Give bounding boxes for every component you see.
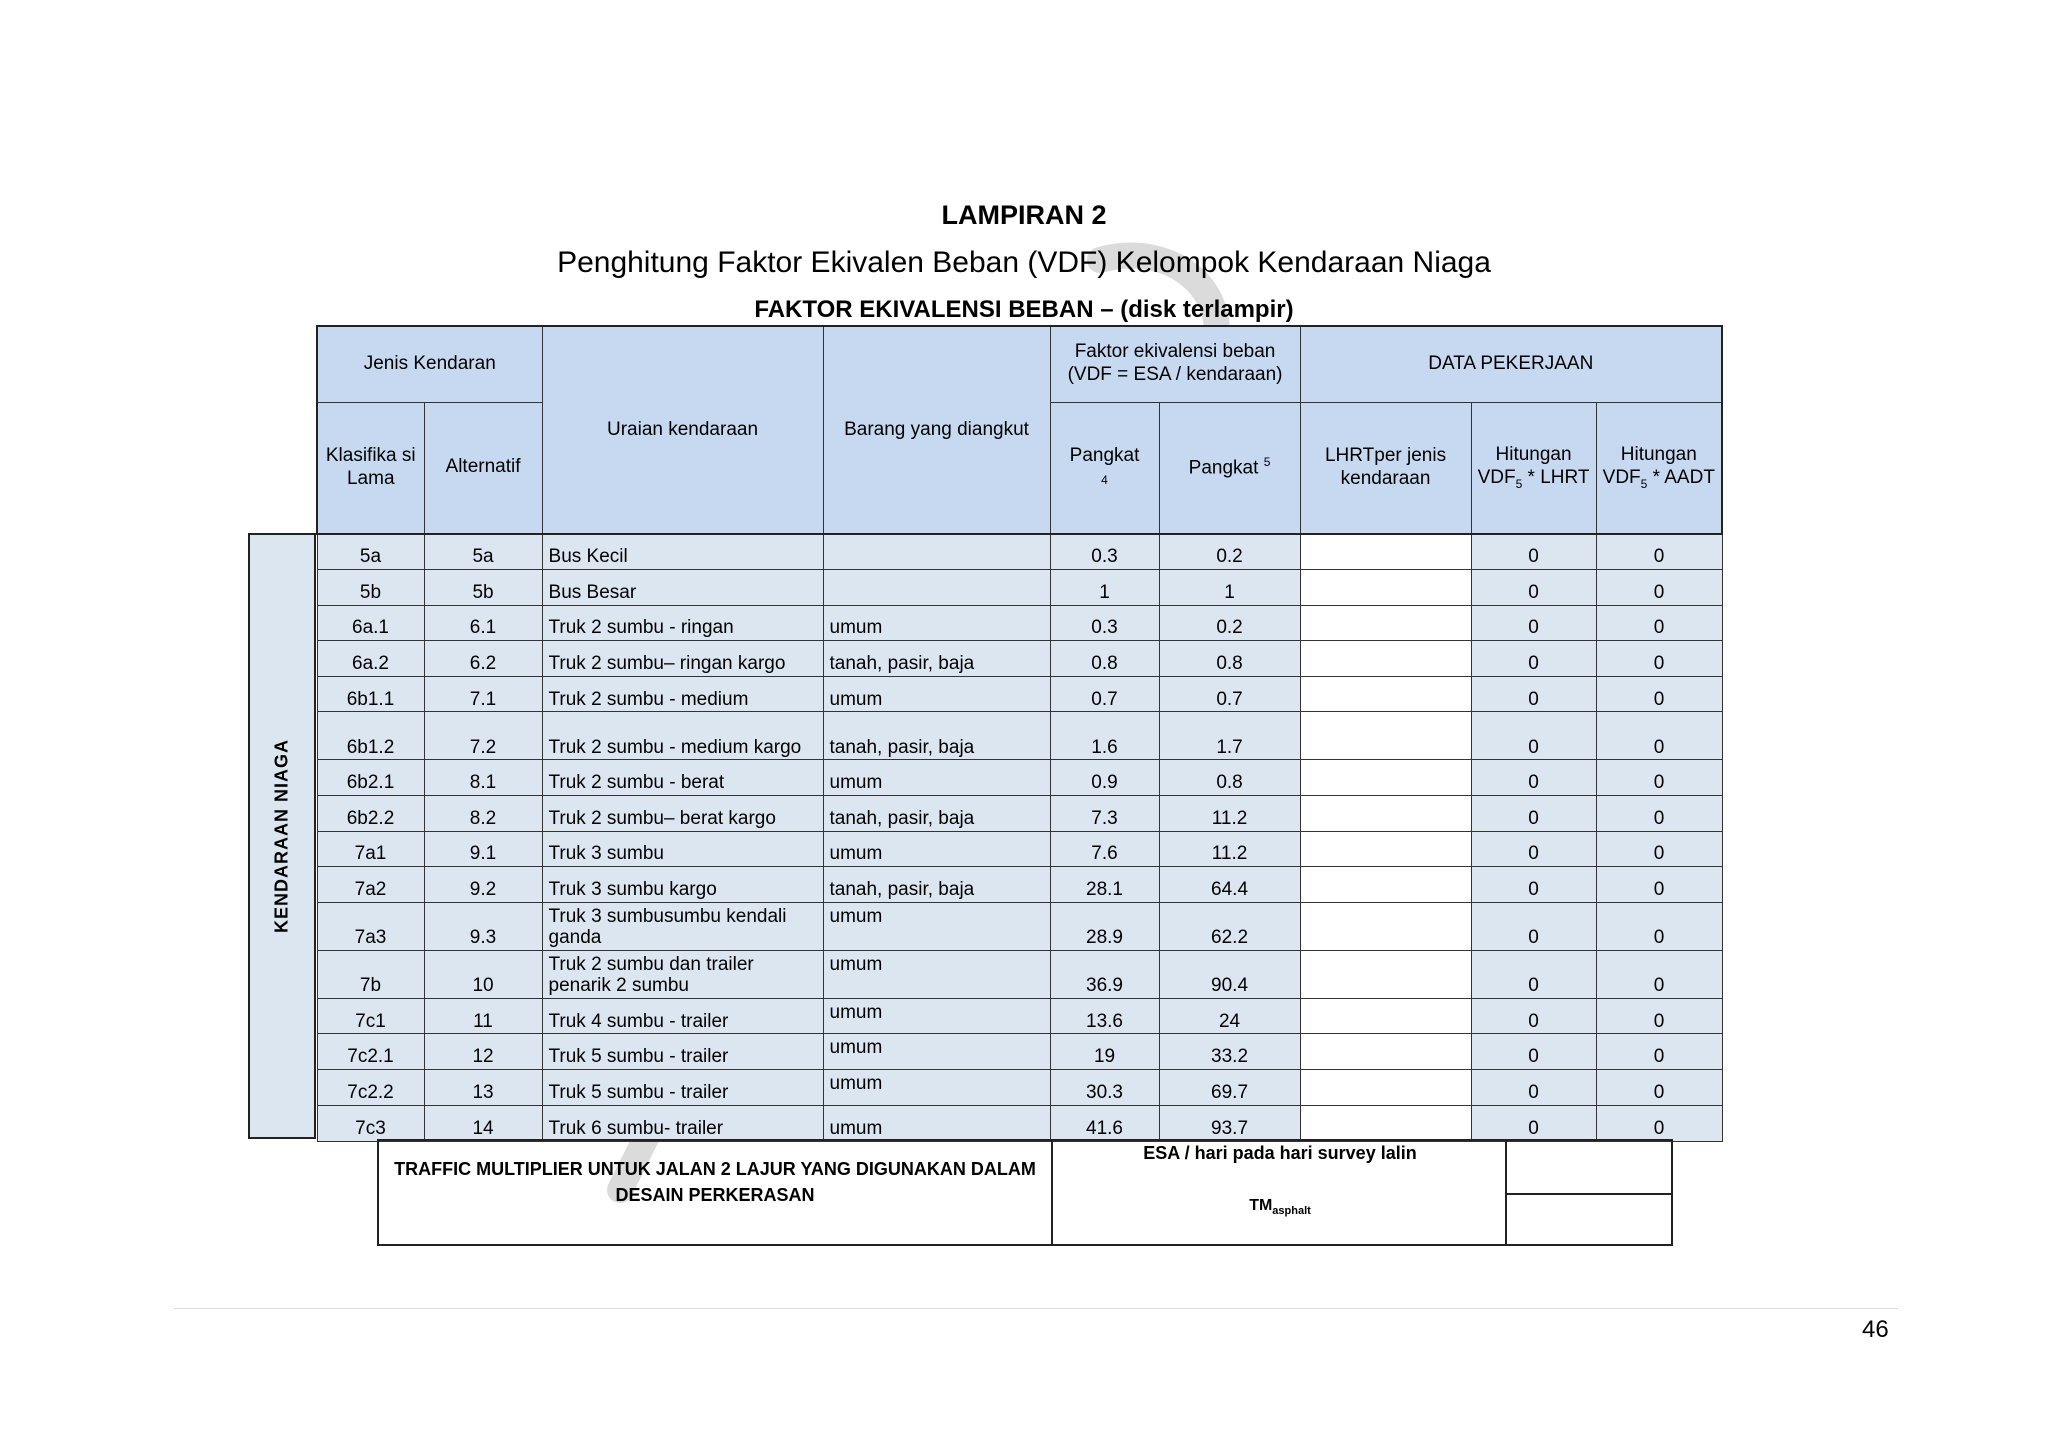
cell-pangkat5: 93.7 [1159, 1105, 1300, 1141]
header-hitungan-aadt [1596, 402, 1722, 534]
header-hitungan-lhrt-a: Hitungan VDF [1477, 444, 1572, 489]
cell-alternatif: 6.1 [424, 605, 542, 641]
cell-hitungan-lhrt: 0 [1471, 534, 1596, 570]
header-pangkat5-label: Pangkat [1188, 457, 1259, 479]
cell-pangkat4: 13.6 [1050, 998, 1159, 1034]
cell-alternatif: 12 [424, 1034, 542, 1070]
cell-pangkat4: 19 [1050, 1034, 1159, 1070]
cell-hitungan-lhrt: 0 [1471, 796, 1596, 832]
cell-pangkat5: 1 [1159, 570, 1300, 606]
cell-lhrt-input[interactable] [1300, 998, 1471, 1034]
cell-hitungan-aadt: 0 [1596, 1070, 1722, 1106]
table-row [317, 867, 1722, 903]
table-row [317, 676, 1722, 712]
header-uraian: Uraian kendaraan [542, 326, 823, 534]
cell-uraian: Truk 5 sumbu - trailer [542, 1034, 823, 1070]
cell-alternatif: 14 [424, 1105, 542, 1141]
cell-alternatif: 5a [424, 534, 542, 570]
cell-alternatif: 8.1 [424, 760, 542, 796]
cell-pangkat4: 1.6 [1050, 712, 1159, 760]
table-row [317, 1070, 1722, 1106]
cell-barang: umum [823, 831, 1050, 867]
cell-pangkat5: 0.2 [1159, 605, 1300, 641]
table-row [317, 998, 1722, 1034]
cell-lhrt-input[interactable] [1300, 831, 1471, 867]
cell-hitungan-lhrt: 0 [1471, 998, 1596, 1034]
cell-klasifikasi-lama: 7c2.2 [317, 1070, 424, 1106]
table-body [317, 534, 1722, 1141]
header-hitungan-lhrt-sub: 5 [1515, 476, 1523, 491]
header-pangkat4-label: Pangkat [1069, 444, 1140, 466]
cell-pangkat5: 0.2 [1159, 534, 1300, 570]
cell-barang: umum [823, 1070, 1050, 1106]
cell-uraian: Truk 3 sumbu kargo [542, 867, 823, 903]
cell-pangkat4: 0.9 [1050, 760, 1159, 796]
header-hitungan-aadt-sub: 5 [1640, 476, 1648, 491]
cell-pangkat4: 0.8 [1050, 641, 1159, 677]
cell-barang: umum [823, 1105, 1050, 1141]
esa-tm-labels [1055, 1141, 1507, 1244]
table-row [317, 712, 1722, 760]
cell-uraian: Bus Kecil [542, 534, 823, 570]
page-subtitle: Penghitung Faktor Ekivalen Beban (VDF) Kelompok Kendaraan Niaga [557, 246, 1491, 279]
cell-lhrt-input[interactable] [1300, 1034, 1471, 1070]
table-row [317, 1034, 1722, 1070]
cell-alternatif: 6.2 [424, 641, 542, 677]
cell-barang: umum [823, 902, 1050, 950]
esa-value-cell[interactable] [1507, 1141, 1671, 1195]
cell-hitungan-aadt: 0 [1596, 1034, 1722, 1070]
cell-uraian: Truk 2 sumbu - medium kargo [542, 712, 823, 760]
cell-alternatif: 7.2 [424, 712, 542, 760]
page-heading: LAMPIRAN 2 [941, 200, 1107, 230]
header-hitungan-lhrt [1471, 402, 1596, 534]
cell-klasifikasi-lama: 6b2.1 [317, 760, 424, 796]
cell-pangkat4: 30.3 [1050, 1070, 1159, 1106]
header-barang: Barang yang diangkut [823, 326, 1050, 534]
cell-barang [823, 570, 1050, 606]
header-pangkat4 [1050, 402, 1159, 534]
footer-rule [174, 1308, 1898, 1309]
page-number: 46 [1862, 1316, 1889, 1343]
header-data-pekerjaan: DATA PEKERJAAN [1300, 326, 1722, 402]
tm-label-text: TM [1249, 1197, 1273, 1214]
header-hitungan-lhrt-b: * LHRT [1522, 467, 1590, 489]
cell-klasifikasi-lama: 7c2.1 [317, 1034, 424, 1070]
cell-uraian: Truk 2 sumbu - berat [542, 760, 823, 796]
cell-alternatif: 8.2 [424, 796, 542, 832]
esa-label: ESA / hari pada hari survey lalin [1143, 1143, 1417, 1163]
cell-lhrt-input[interactable] [1300, 534, 1471, 570]
cell-pangkat4: 28.9 [1050, 902, 1159, 950]
cell-pangkat4: 0.3 [1050, 605, 1159, 641]
cell-hitungan-lhrt: 0 [1471, 570, 1596, 606]
cell-hitungan-aadt: 0 [1596, 796, 1722, 832]
cell-alternatif: 9.3 [424, 902, 542, 950]
cell-klasifikasi-lama: 7b [317, 950, 424, 998]
header-klasifikasi: Klasifika si Lama [317, 402, 424, 534]
cell-hitungan-aadt: 0 [1596, 998, 1722, 1034]
cell-alternatif: 11 [424, 998, 542, 1034]
cell-pangkat4: 28.1 [1050, 867, 1159, 903]
cell-barang: umum [823, 950, 1050, 998]
cell-pangkat5: 11.2 [1159, 831, 1300, 867]
cell-pangkat5: 1.7 [1159, 712, 1300, 760]
cell-hitungan-aadt: 0 [1596, 605, 1722, 641]
cell-barang: umum [823, 760, 1050, 796]
table-row [317, 605, 1722, 641]
cell-uraian: Bus Besar [542, 570, 823, 606]
cell-barang: tanah, pasir, baja [823, 867, 1050, 903]
cell-alternatif: 9.2 [424, 867, 542, 903]
cell-hitungan-lhrt: 0 [1471, 831, 1596, 867]
cell-hitungan-aadt: 0 [1596, 902, 1722, 950]
vdf-table [316, 325, 1723, 1142]
cell-uraian: Truk 6 sumbu- trailer [542, 1105, 823, 1141]
header-alternatif: Alternatif [424, 402, 542, 534]
cell-klasifikasi-lama: 7a3 [317, 902, 424, 950]
cell-pangkat4: 41.6 [1050, 1105, 1159, 1141]
tm-value-cell[interactable] [1507, 1195, 1671, 1244]
cell-klasifikasi-lama: 6b1.1 [317, 676, 424, 712]
cell-klasifikasi-lama: 7a2 [317, 867, 424, 903]
table-row [317, 570, 1722, 606]
cell-hitungan-lhrt: 0 [1471, 712, 1596, 760]
cell-lhrt-input[interactable] [1300, 796, 1471, 832]
cell-pangkat5: 0.8 [1159, 760, 1300, 796]
cell-uraian: Truk 3 sumbusumbu kendali ganda [542, 902, 823, 950]
cell-hitungan-aadt: 0 [1596, 760, 1722, 796]
header-hitungan-aadt-a: Hitungan VDF [1602, 444, 1697, 489]
cell-klasifikasi-lama: 6b1.2 [317, 712, 424, 760]
table-row [317, 831, 1722, 867]
cell-barang: umum [823, 676, 1050, 712]
table-row [317, 760, 1722, 796]
cell-alternatif: 13 [424, 1070, 542, 1106]
cell-hitungan-aadt: 0 [1596, 712, 1722, 760]
cell-hitungan-aadt: 0 [1596, 867, 1722, 903]
cell-lhrt-input[interactable] [1300, 676, 1471, 712]
cell-alternatif: 10 [424, 950, 542, 998]
header-faktor: Faktor ekivalensi beban (VDF = ESA / kendaraan) [1050, 326, 1300, 402]
cell-uraian: Truk 2 sumbu - medium [542, 676, 823, 712]
cell-hitungan-lhrt: 0 [1471, 641, 1596, 677]
side-label-box [248, 533, 316, 1139]
table-row [317, 902, 1722, 950]
cell-klasifikasi-lama: 5b [317, 570, 424, 606]
cell-hitungan-lhrt: 0 [1471, 760, 1596, 796]
cell-barang: umum [823, 1034, 1050, 1070]
cell-uraian: Truk 2 sumbu– ringan kargo [542, 641, 823, 677]
cell-klasifikasi-lama: 5a [317, 534, 424, 570]
cell-hitungan-lhrt: 0 [1471, 1070, 1596, 1106]
cell-hitungan-aadt: 0 [1596, 570, 1722, 606]
cell-uraian: Truk 2 sumbu dan trailer penarik 2 sumbu [542, 950, 823, 998]
cell-barang: umum [823, 998, 1050, 1034]
cell-lhrt-input[interactable] [1300, 1105, 1471, 1141]
cell-klasifikasi-lama: 6a.1 [317, 605, 424, 641]
table-row [317, 1105, 1722, 1141]
cell-barang: umum [823, 605, 1050, 641]
cell-hitungan-lhrt: 0 [1471, 1034, 1596, 1070]
cell-hitungan-lhrt: 0 [1471, 902, 1596, 950]
cell-pangkat5: 69.7 [1159, 1070, 1300, 1106]
cell-klasifikasi-lama: 6a.2 [317, 641, 424, 677]
cell-lhrt-input[interactable] [1300, 1070, 1471, 1106]
cell-hitungan-aadt: 0 [1596, 534, 1722, 570]
cell-hitungan-lhrt: 0 [1471, 1105, 1596, 1141]
cell-uraian: Truk 2 sumbu - ringan [542, 605, 823, 641]
header-pangkat4-sub: 4 [1101, 472, 1108, 487]
cell-lhrt-input[interactable] [1300, 902, 1471, 950]
cell-pangkat4: 1 [1050, 570, 1159, 606]
cell-pangkat5: 0.8 [1159, 641, 1300, 677]
cell-pangkat5: 62.2 [1159, 902, 1300, 950]
traffic-multiplier-box [377, 1139, 1673, 1246]
table-row [317, 950, 1722, 998]
tm-label [1055, 1197, 1505, 1217]
cell-lhrt-input[interactable] [1300, 570, 1471, 606]
header-lhrt: LHRTper jenis kendaraan [1300, 402, 1471, 534]
cell-pangkat4: 0.7 [1050, 676, 1159, 712]
cell-hitungan-aadt: 0 [1596, 950, 1722, 998]
cell-hitungan-lhrt: 0 [1471, 867, 1596, 903]
cell-alternatif: 7.1 [424, 676, 542, 712]
cell-uraian: Truk 4 sumbu - trailer [542, 998, 823, 1034]
cell-pangkat5: 24 [1159, 998, 1300, 1034]
cell-barang: tanah, pasir, baja [823, 796, 1050, 832]
cell-barang: tanah, pasir, baja [823, 641, 1050, 677]
cell-barang [823, 534, 1050, 570]
table-row [317, 641, 1722, 677]
cell-pangkat5: 64.4 [1159, 867, 1300, 903]
header-hitungan-aadt-b: * AADT [1647, 467, 1715, 489]
header-jenis: Jenis Kendaran [317, 326, 542, 402]
cell-alternatif: 5b [424, 570, 542, 606]
cell-klasifikasi-lama: 6b2.2 [317, 796, 424, 832]
header-pangkat5-sup: 5 [1263, 455, 1271, 470]
cell-barang: tanah, pasir, baja [823, 712, 1050, 760]
cell-klasifikasi-lama: 7c1 [317, 998, 424, 1034]
cell-lhrt-input[interactable] [1300, 760, 1471, 796]
cell-hitungan-lhrt: 0 [1471, 676, 1596, 712]
cell-hitungan-lhrt: 0 [1471, 950, 1596, 998]
tm-label-sub: asphalt [1272, 1205, 1311, 1218]
cell-pangkat5: 11.2 [1159, 796, 1300, 832]
cell-lhrt-input[interactable] [1300, 867, 1471, 903]
cell-uraian: Truk 3 sumbu [542, 831, 823, 867]
cell-pangkat4: 7.6 [1050, 831, 1159, 867]
side-label: KENDARAAN NIAGA [271, 739, 292, 933]
cell-alternatif: 9.1 [424, 831, 542, 867]
cell-pangkat4: 7.3 [1050, 796, 1159, 832]
cell-hitungan-lhrt: 0 [1471, 605, 1596, 641]
header-pangkat5 [1159, 402, 1300, 534]
cell-hitungan-aadt: 0 [1596, 676, 1722, 712]
cell-hitungan-aadt: 0 [1596, 641, 1722, 677]
cell-pangkat5: 0.7 [1159, 676, 1300, 712]
table-header [317, 326, 1722, 534]
cell-lhrt-input[interactable] [1300, 605, 1471, 641]
cell-lhrt-input[interactable] [1300, 641, 1471, 677]
table-row [317, 796, 1722, 832]
cell-pangkat5: 90.4 [1159, 950, 1300, 998]
traffic-multiplier-label: TRAFFIC MULTIPLIER UNTUK JALAN 2 LAJUR YANG DIGUNAKAN DALAM DESAIN PERKERASAN [379, 1141, 1053, 1244]
cell-uraian: Truk 2 sumbu– berat kargo [542, 796, 823, 832]
cell-lhrt-input[interactable] [1300, 950, 1471, 998]
cell-pangkat4: 36.9 [1050, 950, 1159, 998]
table-row [317, 534, 1722, 570]
cell-pangkat4: 0.3 [1050, 534, 1159, 570]
cell-klasifikasi-lama: 7c3 [317, 1105, 424, 1141]
table-title: FAKTOR EKIVALENSI BEBAN – (disk terlampir) [754, 296, 1294, 323]
cell-hitungan-aadt: 0 [1596, 831, 1722, 867]
cell-klasifikasi-lama: 7a1 [317, 831, 424, 867]
cell-uraian: Truk 5 sumbu - trailer [542, 1070, 823, 1106]
cell-hitungan-aadt: 0 [1596, 1105, 1722, 1141]
cell-lhrt-input[interactable] [1300, 712, 1471, 760]
cell-pangkat5: 33.2 [1159, 1034, 1300, 1070]
